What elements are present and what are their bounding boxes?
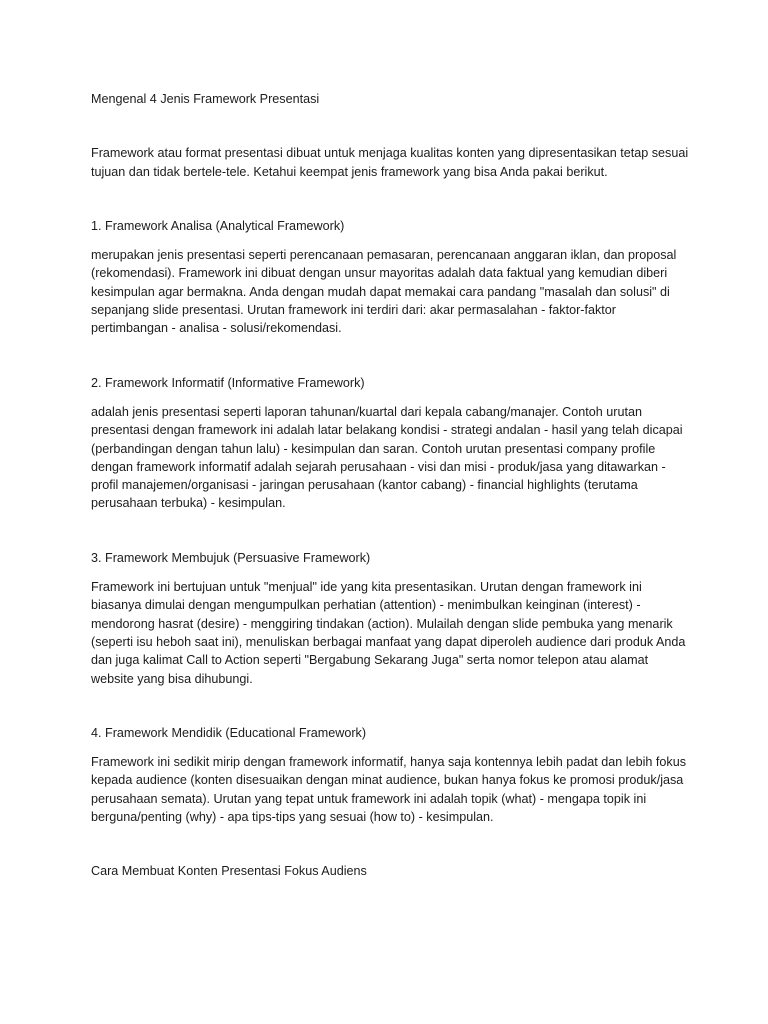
closing-heading: Cara Membuat Konten Presentasi Fokus Audiens [91, 864, 367, 879]
section-body: merupakan jenis presentasi seperti perencanaan pemasaran, perencanaan anggaran iklan, dan proposal (rekomendasi). Framework ini dibuat dengan unsur mayoritas adalah data faktual yang kemudian diberi kesimpulan agar bermakna. Anda dengan mudah dapat memakai cara pandang "masalah dan solusi" di sepanjang slide presentasi. Urutan framework ini terdiri dari: akar permasalahan - faktor-faktor pertimbangan - analisa - solusi/rekomendasi. [91, 248, 677, 336]
section-body: Framework ini sedikit mirip dengan framework informatif, hanya saja kontennya lebih padat dan lebih fokus kepada audience (konten disesuaikan dengan minat audience, bukan hanya fokus ke promosi produk/jasa perusahaan semata). Urutan yang tepat untuk framework ini adalah topik (what) - mengapa topik ini berguna/penting (why) - apa tips-tips yang sesuai (how to) - kesimpulan. [91, 755, 687, 825]
section-heading: 1. Framework Analisa (Analytical Framework) [91, 218, 345, 233]
section-heading: 2. Framework Informatif (Informative Framework) [91, 375, 365, 390]
intro-paragraph: Framework atau format presentasi dibuat untuk menjaga kualitas konten yang dipresentasikan tetap sesuai tujuan dan tidak bertele-tele. Ketahui keempat jenis framework yang bisa Anda pakai berikut. [91, 146, 689, 179]
section-heading: 3. Framework Membujuk (Persuasive Framework) [91, 550, 371, 565]
section-heading: 4. Framework Mendidik (Educational Framework) [91, 725, 367, 740]
section-body: adalah jenis presentasi seperti laporan tahunan/kuartal dari kepala cabang/manajer. Contoh urutan presentasi dengan framework ini adalah latar belakang kondisi - strategi andalan - hasil yang telah dicapai (perbandingan dengan tahun lalu) - kesimpulan dan saran. Contoh urutan presentasi company profile dengan framework informatif adalah sejarah perusahaan - visi dan misi - produk/jasa yang ditawarkan - profil manajemen/organisasi - jaringan perusahaan (kantor cabang) - financial highlights (terutama perusahaan terbuka) - kesimpulan. [91, 404, 683, 511]
section-body: Framework ini bertujuan untuk "menjual" ide yang kita presentasikan. Urutan dengan framework ini biasanya dimulai dengan mengumpulkan perhatian (attention) - menimbulkan keinginan (interest) - mendorong hasrat (desire) - menggiring tindakan (action). Mulailah dengan slide pembuka yang menarik (seperti isu heboh saat ini), menuliskan berbagai manfaat yang dapat diperoleh audience dari produk Anda dan juga kalimat Call to Action seperti "Bergabung Sekarang Juga" serta nomor telepon atau alamat website yang bisa dihubungi. [91, 580, 686, 686]
section-informative [91, 374, 691, 513]
document-title: Mengenal 4 Jenis Framework Presentasi [91, 92, 320, 106]
section-educational [91, 724, 691, 826]
section-persuasive [91, 549, 691, 688]
document-body [91, 90, 691, 881]
section-analytical [91, 217, 691, 338]
